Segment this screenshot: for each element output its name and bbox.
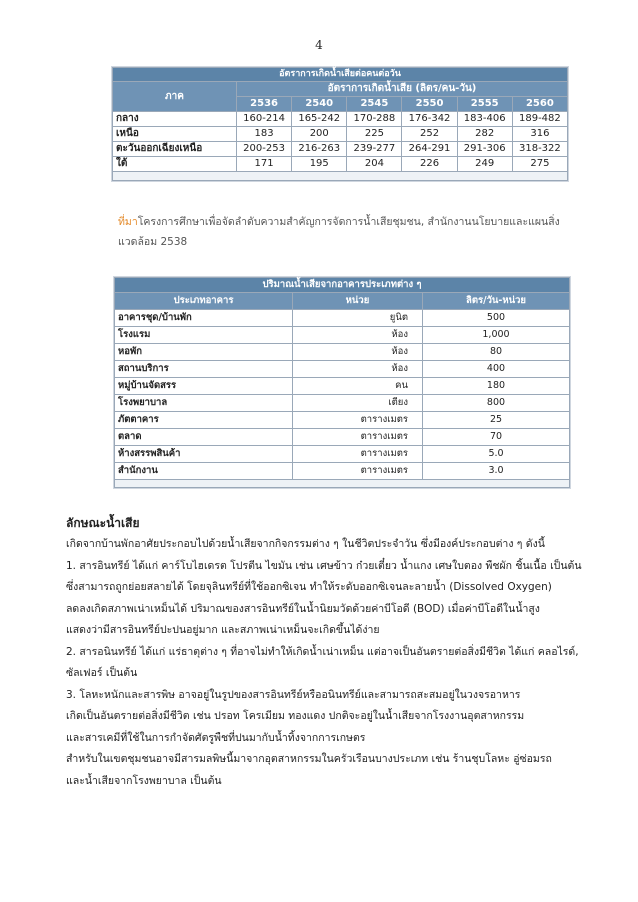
body-line: แสดงว่ามีสารอินทรีย์ปะปนอยู่มาก และสภาพเน่าเหม็นจะเกิดขึ้นได้ง่าย bbox=[66, 624, 380, 636]
table2-type: ภัตตาคาร bbox=[115, 412, 293, 429]
source-text: โครงการศึกษาเพื่อจัดลำดับความสำคัญการจัดการน้ำเสียชุมชน, สำนักงานนโยบายและแผนสิ่งแวดล้อม 2538 bbox=[118, 216, 560, 248]
body-line: 1. สารอินทรีย์ ได้แก่ คาร์โบไฮเดรต โปรตีน ไขมัน เช่น เศษข้าว ก๋วยเตี๋ยว น้ำแกง เศษใบตอง พืชผัก ชิ้นเนื้อ เป็นต้น bbox=[66, 559, 582, 572]
table1-cell: 200 bbox=[292, 127, 347, 142]
table1-cell: 200-253 bbox=[237, 142, 292, 157]
body-line: และสารเคมีที่ใช้ในการกำจัดศัตรูพืชที่ปนมากับน้ำทิ้งจากการเกษตร bbox=[66, 731, 366, 744]
table1-group-header: อัตราการเกิดน้ำเสีย (ลิตร/คน-วัน) bbox=[237, 82, 568, 97]
table1-cell: 316 bbox=[512, 127, 567, 142]
table-row bbox=[115, 395, 570, 412]
table2-unit: ตารางเมตร bbox=[293, 429, 423, 446]
table1-year-header: 2550 bbox=[402, 97, 457, 112]
body-line: สำหรับในเขตชุมชนอาจมีสารมลพิษนี้มาจากอุตสาหกรรมในครัวเรือนบางประเภท เช่น ร้านชุบโลหะ อู่ซ่อมรถ bbox=[66, 753, 552, 765]
table1-cell: 252 bbox=[402, 127, 457, 142]
table1-row-label: เหนือ bbox=[113, 127, 237, 142]
table2-unit: ตารางเมตร bbox=[293, 446, 423, 463]
table2-header-value: ลิตร/วัน-หน่วย bbox=[423, 293, 570, 310]
table1-cell: 239-277 bbox=[347, 142, 402, 157]
table1-cell: 249 bbox=[457, 157, 512, 172]
table1-cell: 170-288 bbox=[347, 112, 402, 127]
table1-row-label: กลาง bbox=[113, 112, 237, 127]
body-line: และน้ำเสียจากโรงพยาบาล เป็นต้น bbox=[66, 774, 222, 787]
table-row bbox=[115, 344, 570, 361]
page-number: 4 bbox=[315, 38, 323, 52]
body-line: ลดลงเกิดสภาพเน่าเหม็นได้ ปริมาณของสารอินทรีย์ในน้ำนิยมวัดด้วยค่าบีโอดี (BOD) เมื่อค่าบีโอดีในน้ำสูง bbox=[66, 602, 540, 615]
table2-unit: เตียง bbox=[293, 395, 423, 412]
table2-type: สถานบริการ bbox=[115, 361, 293, 378]
table2-value: 400 bbox=[423, 361, 570, 378]
table1-cell: 171 bbox=[237, 157, 292, 172]
table1-cell: 189-482 bbox=[512, 112, 567, 127]
table1-row-label: ใต้ bbox=[113, 157, 237, 172]
table-row bbox=[115, 327, 570, 344]
table2-value: 5.0 bbox=[423, 446, 570, 463]
table2-type: หอพัก bbox=[115, 344, 293, 361]
table1-region-header: ภาค bbox=[113, 82, 237, 112]
table2-value: 70 bbox=[423, 429, 570, 446]
table1-year-header: 2560 bbox=[512, 97, 567, 112]
table2-unit: ตารางเมตร bbox=[293, 463, 423, 480]
table1-cell: 275 bbox=[512, 157, 567, 172]
table1-cell: 165-242 bbox=[292, 112, 347, 127]
table1-cell: 226 bbox=[402, 157, 457, 172]
source-prefix: ที่มา bbox=[118, 216, 138, 228]
table1-cell: 183 bbox=[237, 127, 292, 142]
building-wastewater-table bbox=[114, 277, 570, 488]
table2-unit: ห้อง bbox=[293, 327, 423, 344]
table2-value: 80 bbox=[423, 344, 570, 361]
body-line: 3. โลหะหนักและสารพิษ อาจอยู่ในรูปของสารอินทรีย์หรืออนินทรีย์และสามารถสะสมอยู่ในวงจรอาหาร bbox=[66, 688, 521, 701]
table2-header-type: ประเภทอาคาร bbox=[115, 293, 293, 310]
table1-cell: 204 bbox=[347, 157, 402, 172]
table1-cell: 225 bbox=[347, 127, 402, 142]
table-row bbox=[115, 429, 570, 446]
table1-cell: 160-214 bbox=[237, 112, 292, 127]
table1-cell: 282 bbox=[457, 127, 512, 142]
table2-caption: ปริมาณน้ำเสียจากอาคารประเภทต่าง ๆ bbox=[115, 278, 570, 293]
table2-type: ตลาด bbox=[115, 429, 293, 446]
table-row bbox=[115, 310, 570, 327]
source-note bbox=[118, 212, 596, 252]
table2-type: หมู่บ้านจัดสรร bbox=[115, 378, 293, 395]
table2-unit: คน bbox=[293, 378, 423, 395]
table2-unit: ห้อง bbox=[293, 344, 423, 361]
body-line: ซัลเฟอร์ เป็นต้น bbox=[66, 667, 138, 679]
table2-unit: ตารางเมตร bbox=[293, 412, 423, 429]
table1-cell: 291-306 bbox=[457, 142, 512, 157]
table1-cell: 216-263 bbox=[292, 142, 347, 157]
body-line: เกิดเป็นอันตรายต่อสิ่งมีชีวิต เช่น ปรอท โครเมียม ทองแดง ปกติจะอยู่ในน้ำเสียจากโรงงานอุตสาหกรรม bbox=[66, 710, 525, 722]
table1-cell: 318-322 bbox=[512, 142, 567, 157]
table2-unit: ยูนิต bbox=[293, 310, 423, 327]
table2-value: 3.0 bbox=[423, 463, 570, 480]
table2-type: โรงพยาบาล bbox=[115, 395, 293, 412]
table1-year-header: 2540 bbox=[292, 97, 347, 112]
body-line: ซึ่งสามารถถูกย่อยสลายได้ โดยจุลินทรีย์ที่ใช้ออกซิเจน ทำให้ระดับออกซิเจนละลายน้ำ (Dissolved Oxygen) bbox=[66, 581, 552, 593]
table-row bbox=[113, 142, 568, 157]
table-row bbox=[115, 463, 570, 480]
table-row bbox=[115, 446, 570, 463]
table-row bbox=[115, 361, 570, 378]
table1-cell: 183-406 bbox=[457, 112, 512, 127]
table2-value: 1,000 bbox=[423, 327, 570, 344]
body-line: เกิดจากบ้านพักอาศัยประกอบไปด้วยน้ำเสียจากกิจกรรมต่าง ๆ ในชีวิตประจำวัน ซึ่งมีองค์ประกอบต่าง ๆ ดังนี้ bbox=[66, 538, 545, 550]
section-body bbox=[66, 534, 596, 792]
table-row bbox=[115, 412, 570, 429]
table-row bbox=[113, 112, 568, 127]
table2-value: 25 bbox=[423, 412, 570, 429]
table1-cell: 195 bbox=[292, 157, 347, 172]
table2-unit: ห้อง bbox=[293, 361, 423, 378]
table2-value: 500 bbox=[423, 310, 570, 327]
table2-type: อาคารชุด/บ้านพัก bbox=[115, 310, 293, 327]
table1-row-label: ตะวันออกเฉียงเหนือ bbox=[113, 142, 237, 157]
table1-year-header: 2536 bbox=[237, 97, 292, 112]
table-row bbox=[113, 157, 568, 172]
body-line: 2. สารอนินทรีย์ ได้แก่ แร่ธาตุต่าง ๆ ที่อาจไม่ทำให้เกิดน้ำเน่าเหม็น แต่อาจเป็นอันตรายต่อสิ่งมีชีวิต ได้แก่ คลอไรด์, bbox=[66, 645, 579, 658]
table1-year-header: 2555 bbox=[457, 97, 512, 112]
table1-caption: อัตราการเกิดน้ำเสียต่อคนต่อวัน bbox=[113, 68, 568, 82]
table1-cell: 176-342 bbox=[402, 112, 457, 127]
table2-header-unit: หน่วย bbox=[293, 293, 423, 310]
table-row bbox=[113, 127, 568, 142]
wastewater-rate-table bbox=[112, 67, 568, 181]
section-heading: ลักษณะน้ำเสีย bbox=[66, 516, 140, 530]
table2-type: ห้างสรรพสินค้า bbox=[115, 446, 293, 463]
table2-type: โรงแรม bbox=[115, 327, 293, 344]
table2-value: 800 bbox=[423, 395, 570, 412]
table2-type: สำนักงาน bbox=[115, 463, 293, 480]
table1-cell: 264-291 bbox=[402, 142, 457, 157]
table2-value: 180 bbox=[423, 378, 570, 395]
table1-year-header: 2545 bbox=[347, 97, 402, 112]
table-row bbox=[115, 378, 570, 395]
